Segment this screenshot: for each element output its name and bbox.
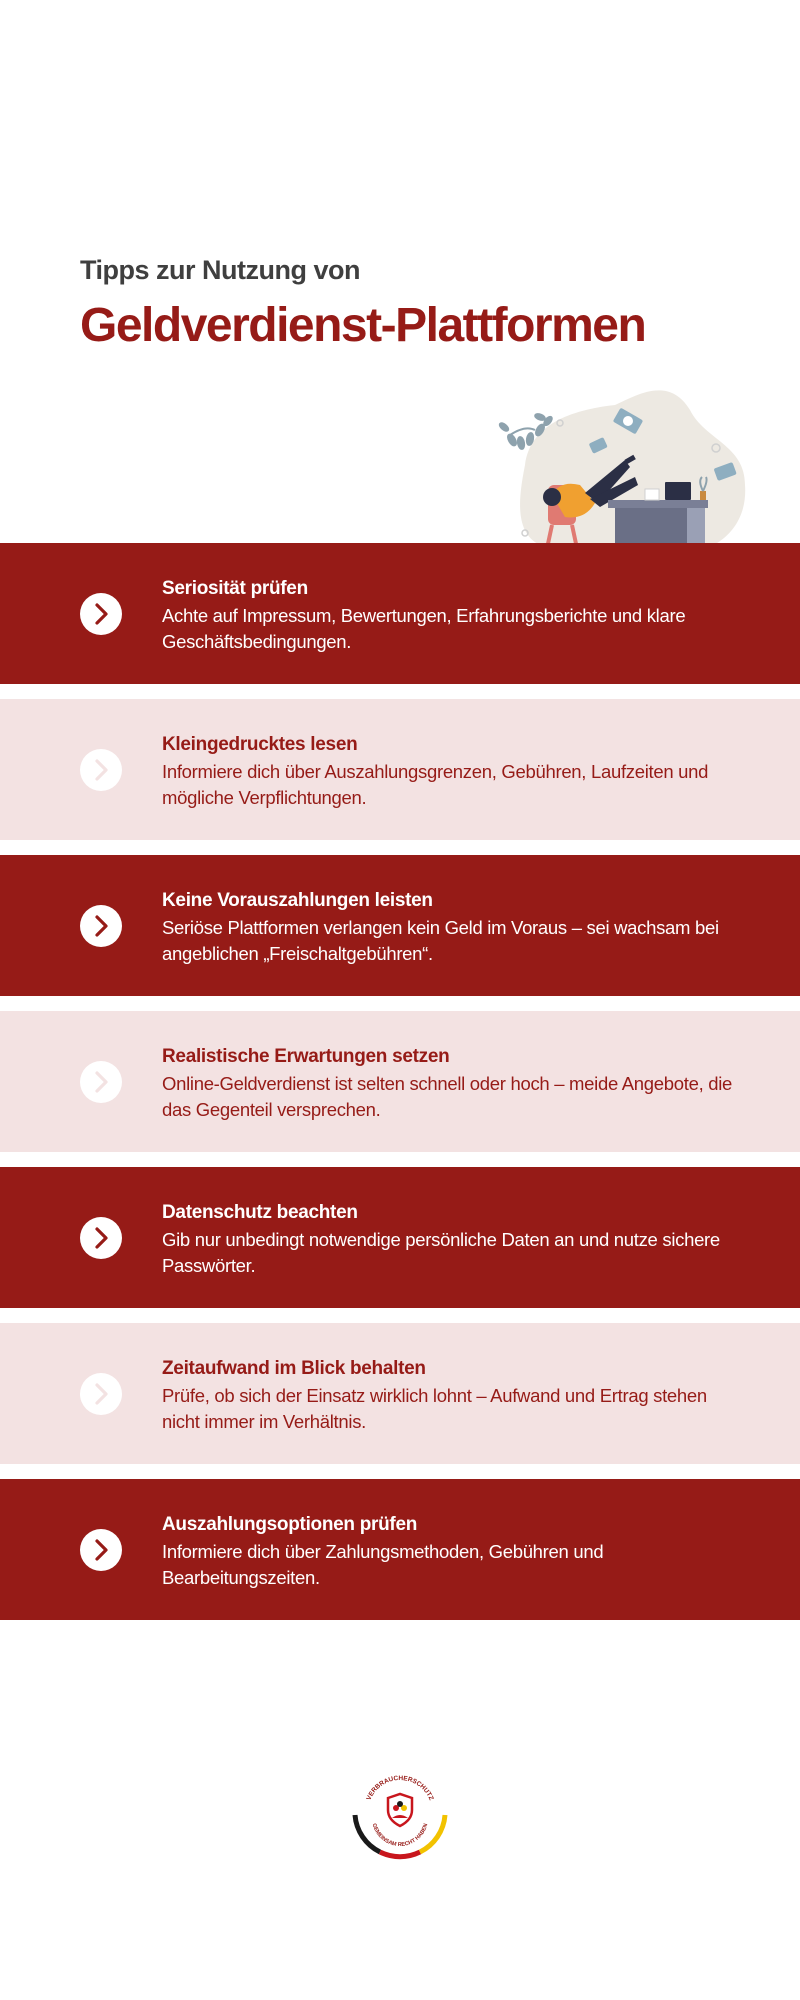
tip-item — [0, 1167, 800, 1308]
page-title: Geldverdienst-Plattformen — [80, 299, 646, 352]
logo-bottom-text: GEMEINSAM RECHT HABEN — [370, 1822, 430, 1849]
tip-item — [0, 699, 800, 840]
chevron-right-icon — [80, 1061, 122, 1103]
chevron-right-icon — [80, 1217, 122, 1259]
tip-body: Gib nur unbedingt notwendige persönliche Daten an und nutze sichere Passwörter. — [162, 1229, 720, 1276]
tip-item — [0, 1479, 800, 1620]
tip-heading: Auszahlungsoptionen prüfen — [162, 1514, 418, 1535]
chevron-right-icon — [80, 593, 122, 635]
page-subtitle: Tipps zur Nutzung von — [80, 255, 360, 285]
tip-heading: Seriosität prüfen — [162, 578, 308, 599]
tip-heading: Kleingedrucktes lesen — [162, 734, 358, 755]
tip-body: Informiere dich über Auszahlungsgrenzen, Gebühren, Laufzeiten und mögliche Verpflichtungen. — [162, 761, 709, 808]
tip-body: Informiere dich über Zahlungsmethoden, Gebühren und Bearbeitungszeiten. — [162, 1541, 604, 1588]
tip-body: Online-Geldverdienst ist selten schnell oder hoch – meide Angebote, die das Gegenteil versprechen. — [162, 1073, 733, 1120]
tip-item — [0, 543, 800, 684]
chevron-right-icon — [80, 1373, 122, 1415]
verbraucherschutz-logo — [350, 1760, 450, 1860]
tip-body: Achte auf Impressum, Bewertungen, Erfahrungsberichte und klare Geschäftsbedingungen. — [162, 605, 686, 652]
chevron-right-icon — [80, 1529, 122, 1571]
logo-top-text: VERBRAUCHERSCHUTZ — [365, 1774, 435, 1802]
tip-body: Seriöse Plattformen verlangen kein Geld im Voraus – sei wachsam bei angeblichen „Freischaltgebühren“. — [162, 917, 719, 964]
relaxing-person-illustration — [490, 385, 760, 567]
tip-heading: Realistische Erwartungen setzen — [162, 1046, 450, 1067]
chevron-right-icon — [80, 905, 122, 947]
tip-body: Prüfe, ob sich der Einsatz wirklich lohnt – Aufwand und Ertrag stehen nicht immer im Verhältnis. — [162, 1385, 707, 1432]
tip-item — [0, 1011, 800, 1152]
tip-heading: Zeitaufwand im Blick behalten — [162, 1358, 426, 1379]
tip-item — [0, 1323, 800, 1464]
tip-item — [0, 855, 800, 996]
tip-heading: Datenschutz beachten — [162, 1202, 358, 1223]
header — [80, 255, 645, 353]
chevron-right-icon — [80, 749, 122, 791]
tip-heading: Keine Vorauszahlungen leisten — [162, 890, 433, 911]
